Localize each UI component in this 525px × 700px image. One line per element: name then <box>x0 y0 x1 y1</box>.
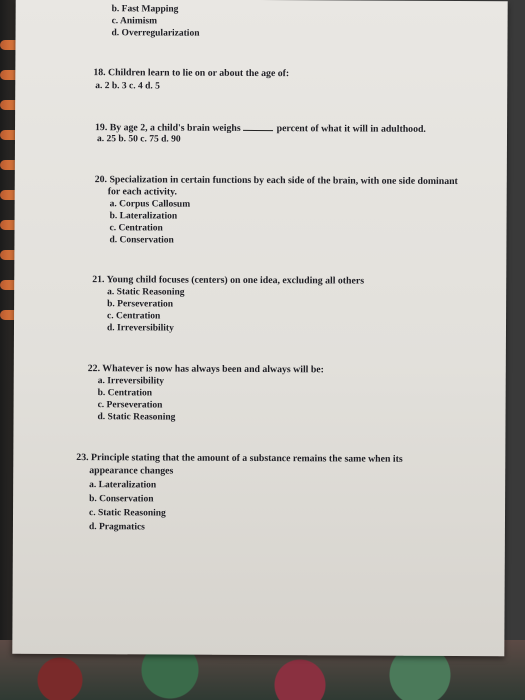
question-19-text-b: percent of what it will in adulthood. <box>276 123 426 135</box>
question-21-option-c: c. Centration <box>107 311 161 322</box>
question-19-text-a: 19. By age 2, a child's brain weighs <box>95 122 241 134</box>
question-21-option-a: a. Static Reasoning <box>107 287 185 298</box>
question-18-options: a. 2 b. 3 c. 4 d. 5 <box>95 81 160 92</box>
answer-blank <box>243 122 273 131</box>
question-22-option-b: b. Centration <box>97 388 153 399</box>
worksheet-page <box>12 0 507 656</box>
question-21-option-d: d. Irreversibility <box>106 323 174 334</box>
question-22-option-c: c. Perseveration <box>97 400 163 411</box>
top-option-d: d. Overregularization <box>111 28 200 39</box>
question-23-option-a: a. Lateralization <box>89 480 157 491</box>
question-23-line-1: 23. Principle stating that the amount of a substance remains the same when its <box>76 452 403 465</box>
question-23-option-c: c. Static Reasoning <box>88 508 166 519</box>
question-20-option-a: a. Corpus Callosum <box>109 199 191 210</box>
question-21-option-b: b. Perseveration <box>107 299 174 310</box>
top-option-c: c. Animism <box>111 16 158 27</box>
question-20-option-b: b. Lateralization <box>109 211 178 222</box>
question-22-option-d: d. Static Reasoning <box>97 412 176 423</box>
question-20-line-1: 20. Specialization in certain functions by each side of the brain, with one side dominant <box>94 174 458 188</box>
question-20-line-2: for each activity. <box>107 186 177 198</box>
question-20-option-d: d. Conservation <box>109 235 174 246</box>
question-22-option-a: a. Irreversibility <box>97 376 165 387</box>
question-20-option-c: c. Centration <box>109 223 163 234</box>
question-22: 22. Whatever is now has always been and always will be: <box>87 363 324 376</box>
question-23-line-2: appearance changes <box>89 465 174 477</box>
question-23-option-b: b. Conservation <box>89 494 154 505</box>
question-23-option-d: d. Pragmatics <box>88 522 145 533</box>
question-18: 18. Children learn to lie on or about the age of: <box>93 67 290 80</box>
top-option-b: b. Fast Mapping <box>111 4 179 15</box>
question-21: 21. Young child focuses (centers) on one idea, excluding all others <box>92 274 365 287</box>
question-19-options: a. 25 b. 50 c. 75 d. 90 <box>96 134 181 145</box>
